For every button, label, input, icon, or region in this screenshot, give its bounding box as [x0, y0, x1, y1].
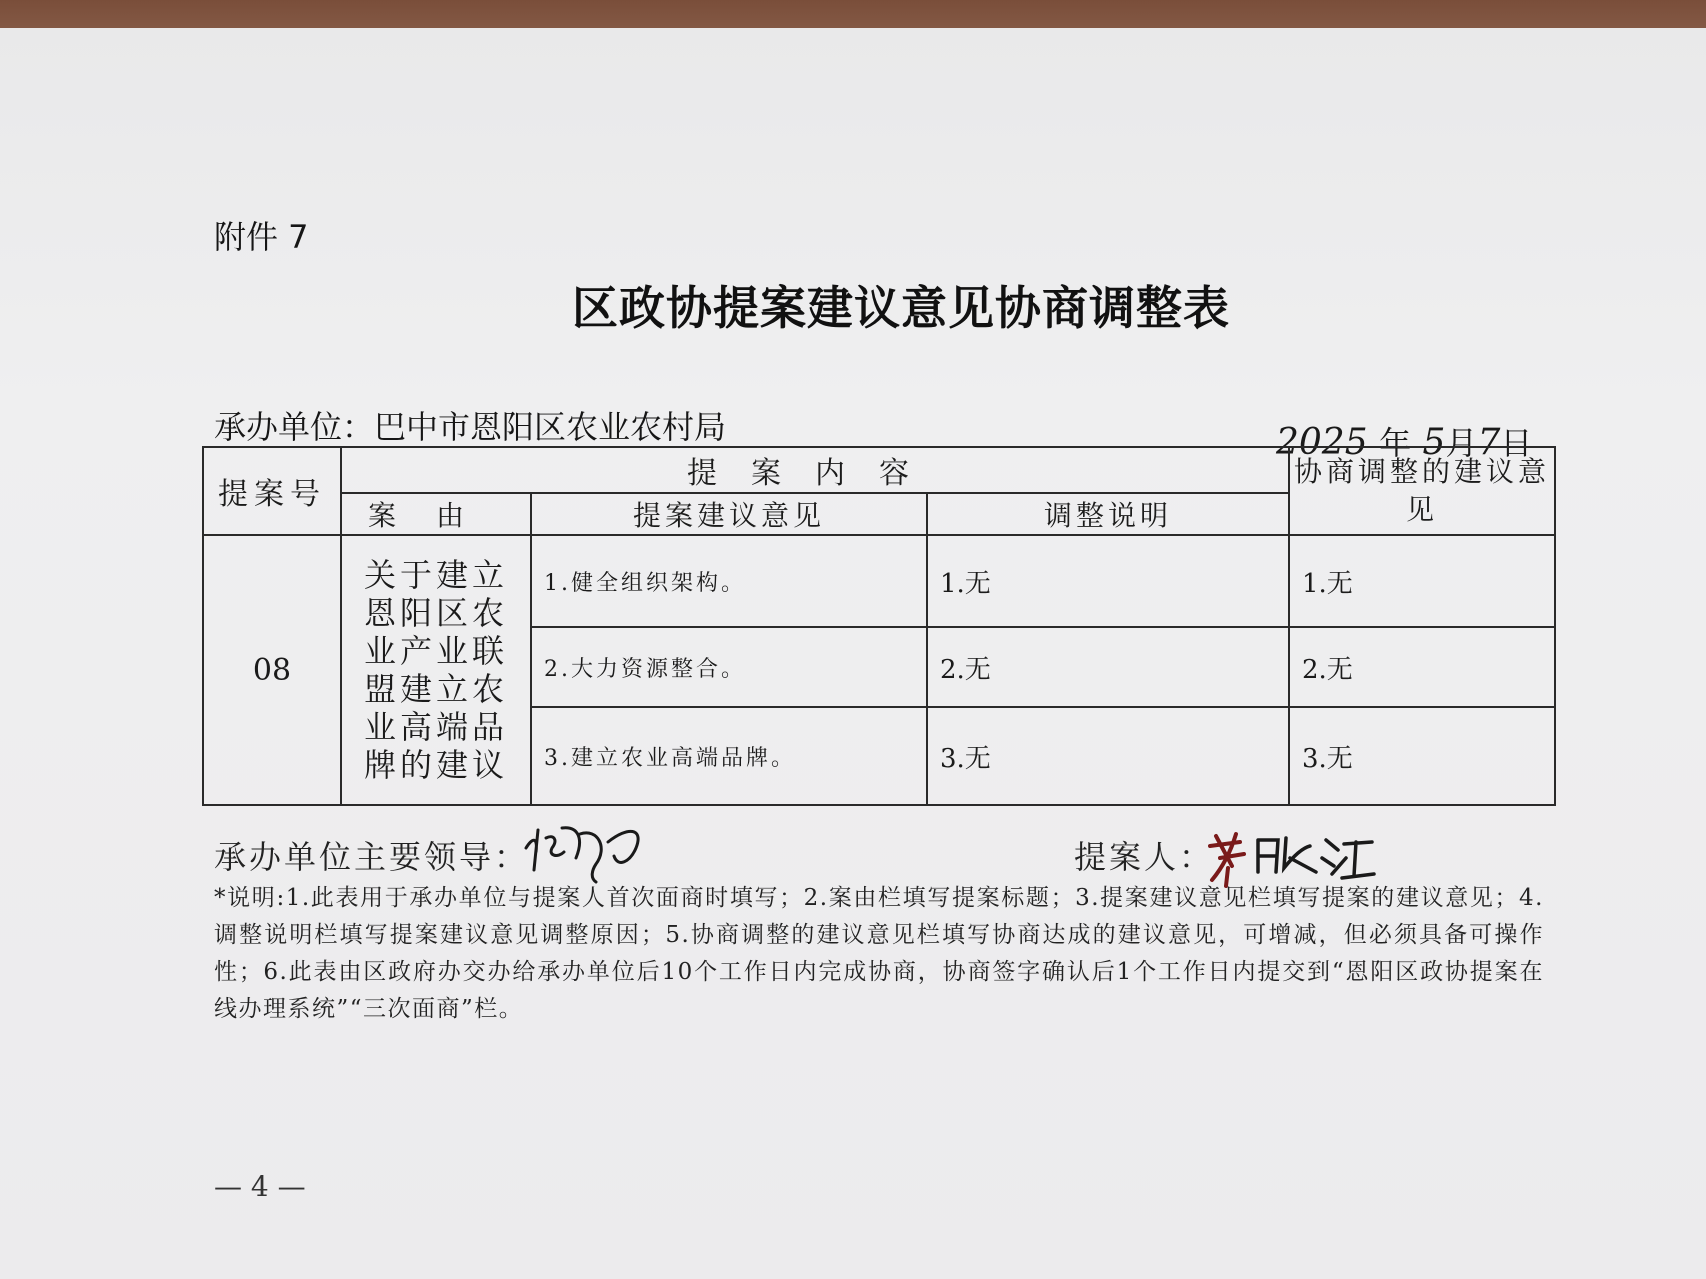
proposal-table — [202, 446, 1556, 806]
suggestion-cell: 3.建立农业高端品牌。 — [531, 707, 927, 805]
proposer-label: 提案人： — [1074, 838, 1215, 876]
adjust-cell: 2.无 — [927, 627, 1289, 707]
leader-signature — [518, 808, 678, 888]
header-adjust: 调整说明 — [927, 493, 1289, 535]
undertaking-unit — [214, 402, 726, 448]
date-day-char: 日 — [1500, 424, 1533, 462]
table-row — [203, 535, 1555, 627]
date-year-char: 年 — [1379, 424, 1412, 462]
page-number: — 4 — — [214, 1170, 306, 1203]
adjust-cell: 3.无 — [927, 707, 1289, 805]
instructions-note: *说明:1.此表用于承办单位与提案人首次面商时填写；2.案由栏填写提案标题；3.提案建议意见栏填写提案的建议意见；4.调整说明栏填写提案建议意见调整原因；5.协商调整的建议意见栏填写协商达成的建议意见，可增减，但必须具备可操作性；6.此表由区政府办交办给承办单位后10个工作日内完成协商，协商签字确认后1个工作日内提交到“恩阳区政协提案在线办理系统”“三次面商”栏。 — [214, 885, 1544, 1022]
unit-name: 巴中市恩阳区农业农村局 — [374, 408, 727, 446]
date-month: 5 — [1422, 422, 1446, 463]
proposal-reason: 关于建立恩阳区农业产业联盟建立农业高端品牌的建议 — [341, 535, 531, 805]
attachment-label: 附件 7 — [214, 218, 309, 256]
date-month-char: 月 — [1445, 424, 1478, 462]
header-reason: 案由 — [341, 493, 531, 535]
header-negotiated: 协商调整的建议意见 — [1289, 447, 1555, 535]
suggestion-cell: 2.大力资源整合。 — [531, 627, 927, 707]
header-suggestion: 提案建议意见 — [531, 493, 927, 535]
proposer-signature — [1206, 828, 1376, 888]
proposal-number: 08 — [203, 535, 341, 805]
date-day: 7 — [1477, 422, 1501, 463]
header-content: 提案内容 — [341, 447, 1289, 493]
negotiated-cell: 3.无 — [1289, 707, 1555, 805]
leader-label: 承办单位主要领导： — [214, 838, 530, 876]
adjust-cell: 1.无 — [927, 535, 1289, 627]
unit-label: 承办单位： — [214, 408, 375, 446]
negotiated-cell: 2.无 — [1289, 627, 1555, 707]
header-proposal-no: 提案号 — [203, 447, 341, 535]
document-title: 区政协提案建议意见协商调整表 — [572, 281, 1230, 335]
negotiated-cell: 1.无 — [1289, 535, 1555, 627]
date-year: 2025 — [1276, 422, 1368, 463]
suggestion-cell: 1.健全组织架构。 — [531, 535, 927, 627]
